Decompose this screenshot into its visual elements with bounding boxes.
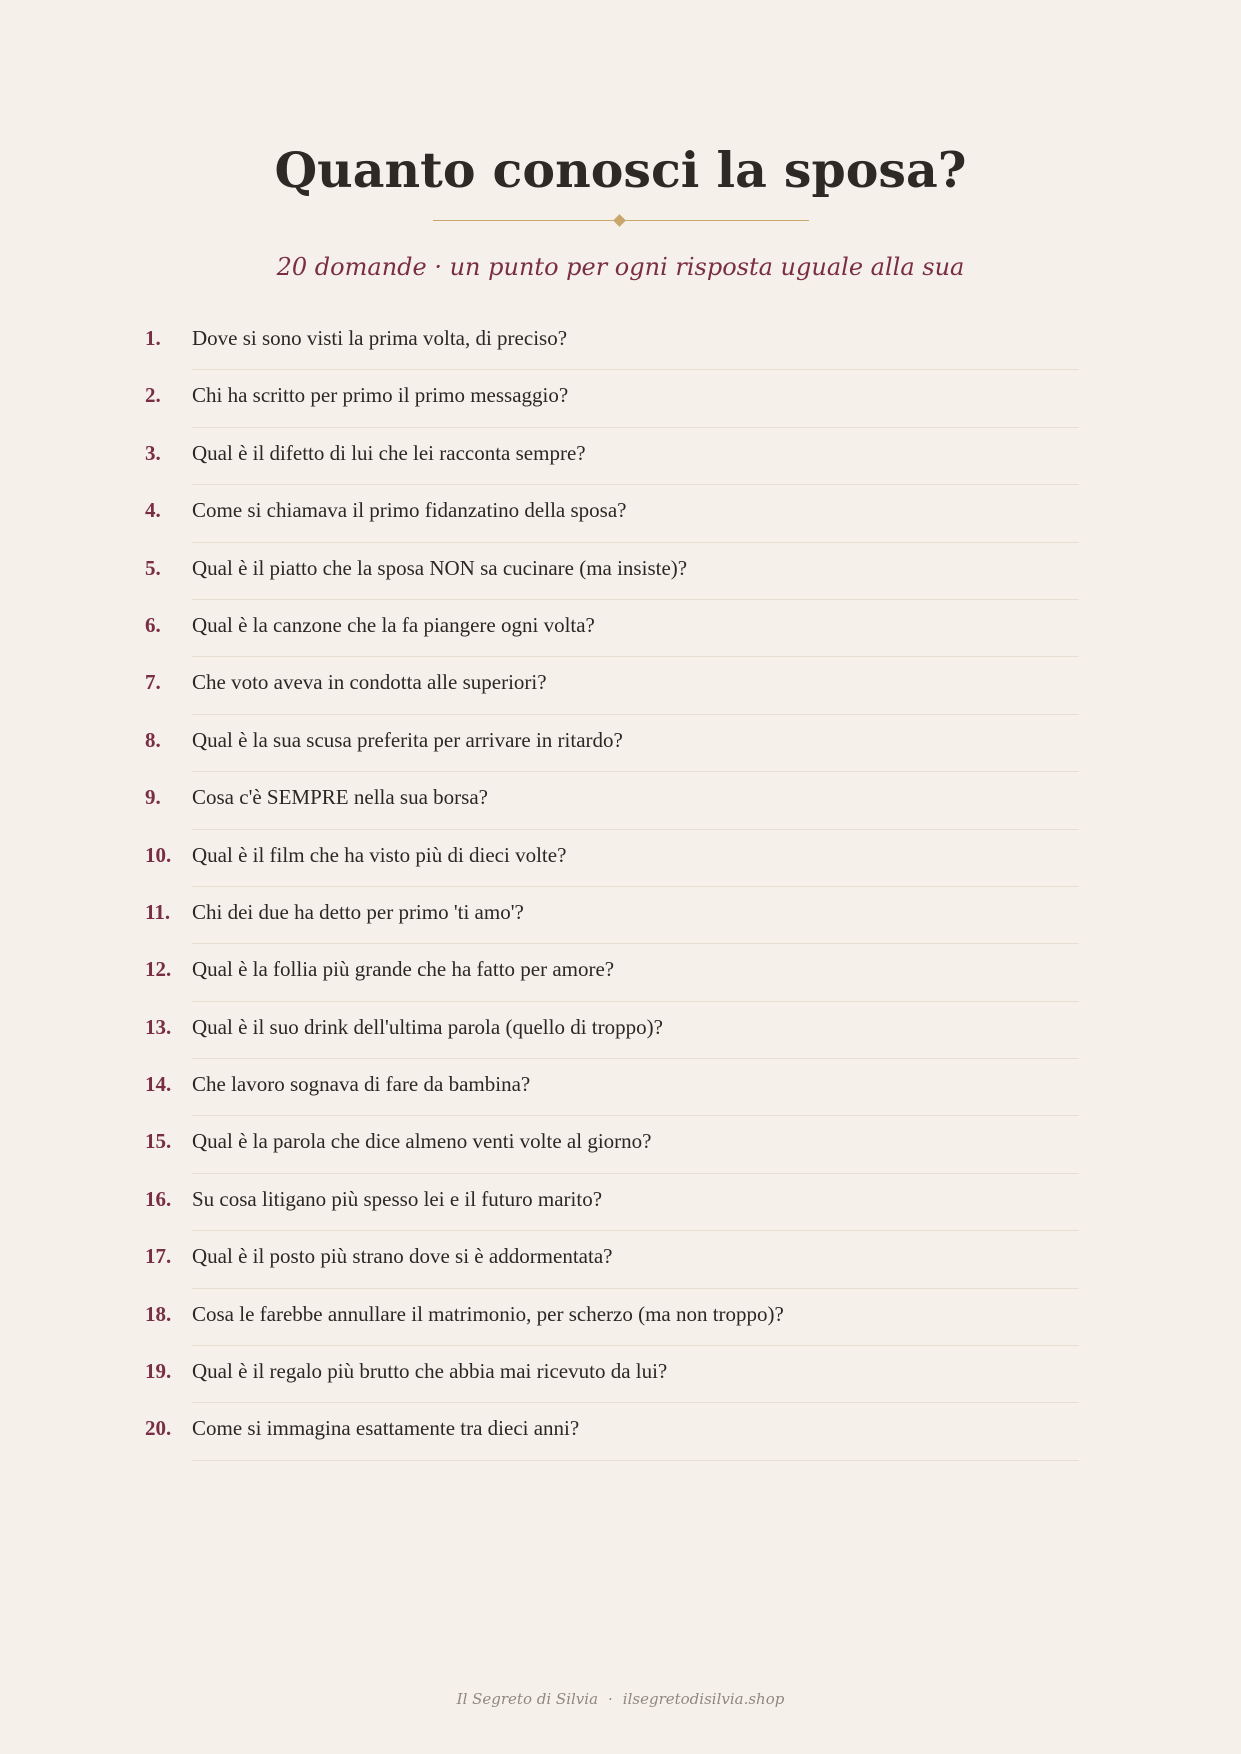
footer-separator: · <box>608 1690 613 1708</box>
page-footer <box>0 1687 1241 1711</box>
question-list <box>0 313 1241 1461</box>
question-item-12 <box>0 944 1241 1001</box>
question-item-15 <box>0 1116 1241 1173</box>
question-item-7 <box>0 657 1241 714</box>
question-number: 20. <box>145 1416 172 1441</box>
question-text: Qual è il posto più strano dove si è addormentata? <box>192 1244 613 1269</box>
question-number: 11. <box>145 899 171 924</box>
question-text: Chi ha scritto per primo il primo messaggio? <box>192 383 569 408</box>
question-number: 18. <box>145 1301 172 1326</box>
question-item-6 <box>0 600 1241 657</box>
question-item-20 <box>0 1403 1241 1460</box>
question-text: Che voto aveva in condotta alle superiori? <box>192 670 547 695</box>
question-text: Che lavoro sognava di fare da bambina? <box>192 1072 531 1097</box>
question-text: Qual è il regalo più brutto che abbia mai ricevuto da lui? <box>192 1359 668 1384</box>
question-number: 6. <box>145 612 161 637</box>
question-item-5 <box>0 543 1241 600</box>
footer-site-link[interactable]: ilsegretodisilvia.shop <box>622 1690 785 1708</box>
question-item-3 <box>0 428 1241 485</box>
question-divider <box>192 1460 1079 1461</box>
question-item-9 <box>0 772 1241 829</box>
question-number: 5. <box>145 555 161 580</box>
question-text: Su cosa litigano più spesso lei e il futuro marito? <box>192 1186 603 1211</box>
question-text: Dove si sono visti la prima volta, di preciso? <box>192 326 568 350</box>
question-text: Come si immagina esattamente tra dieci anni? <box>192 1416 580 1441</box>
question-number: 10. <box>145 842 172 867</box>
question-text: Cosa le farebbe annullare il matrimonio, per scherzo (ma non troppo)? <box>192 1301 784 1326</box>
question-number: 9. <box>145 785 161 810</box>
question-item-17 <box>0 1231 1241 1288</box>
question-item-8 <box>0 715 1241 772</box>
question-text: Cosa c'è SEMPRE nella sua borsa? <box>192 785 488 810</box>
question-text: Qual è il film che ha visto più di dieci volte? <box>192 842 567 867</box>
question-number: 13. <box>145 1014 172 1039</box>
question-number: 12. <box>145 957 172 982</box>
question-number: 7. <box>145 670 161 695</box>
page-subtitle: 20 domande · un punto per ogni risposta uguale alla sua <box>276 253 965 281</box>
question-item-16 <box>0 1174 1241 1231</box>
question-number: 2. <box>145 383 161 408</box>
question-item-19 <box>0 1346 1241 1403</box>
question-text: Qual è la canzone che la fa piangere ogni volta? <box>192 612 595 637</box>
question-number: 15. <box>145 1129 172 1154</box>
question-text: Qual è il suo drink dell'ultima parola (quello di troppo)? <box>192 1014 663 1039</box>
question-item-13 <box>0 1002 1241 1059</box>
question-text: Qual è il difetto di lui che lei racconta sempre? <box>192 440 586 465</box>
question-number: 19. <box>145 1359 172 1384</box>
question-text: Qual è la follia più grande che ha fatto per amore? <box>192 957 615 982</box>
question-number: 4. <box>145 498 161 523</box>
question-number: 17. <box>145 1244 172 1269</box>
page-title: Quanto conosci la sposa? <box>274 141 967 199</box>
question-number: 8. <box>145 727 161 752</box>
diamond-ornament-icon <box>613 214 626 227</box>
question-number: 3. <box>145 440 161 465</box>
question-text: Qual è la parola che dice almeno venti volte al giorno? <box>192 1129 652 1154</box>
question-text: Come si chiamava il primo fidanzatino della sposa? <box>192 498 627 523</box>
question-item-1 <box>0 313 1241 370</box>
question-text: Qual è la sua scusa preferita per arrivare in ritardo? <box>192 727 623 752</box>
question-text: Qual è il piatto che la sposa NON sa cucinare (ma insiste)? <box>192 555 688 580</box>
question-item-2 <box>0 370 1241 427</box>
question-text: Chi dei due ha detto per primo 'ti amo'? <box>192 899 524 924</box>
footer-brand: Il Segreto di Silvia <box>456 1690 599 1708</box>
question-number: 1. <box>145 326 161 350</box>
question-item-4 <box>0 485 1241 542</box>
question-item-14 <box>0 1059 1241 1116</box>
question-item-18 <box>0 1289 1241 1346</box>
question-item-11 <box>0 887 1241 944</box>
question-number: 16. <box>145 1186 172 1211</box>
question-item-10 <box>0 830 1241 887</box>
question-number: 14. <box>145 1072 172 1097</box>
